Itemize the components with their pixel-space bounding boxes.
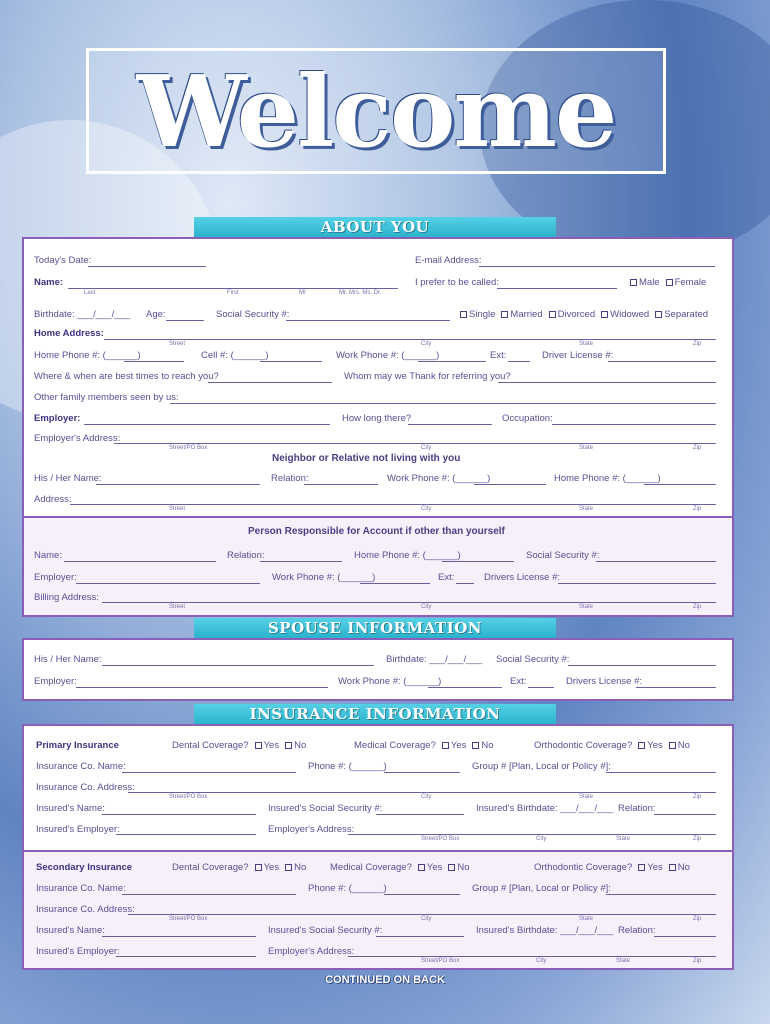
- billing-address-label: Billing Address:: [34, 592, 99, 603]
- primary-phone-field[interactable]: [384, 772, 460, 773]
- cell-label: Cell #: (______): [201, 350, 269, 361]
- yes-label: Yes: [263, 740, 280, 751]
- no-label: No: [457, 862, 470, 873]
- responsible-subpanel: [24, 516, 732, 615]
- no-label: No: [294, 740, 307, 751]
- titles-caption: Mr. Mrs. Ms. Dr.: [339, 290, 382, 296]
- responsible-name-label: Name:: [34, 550, 62, 561]
- street-caption: Street: [169, 604, 186, 610]
- secondary-employer-address-label: Employer's Address:: [268, 946, 355, 957]
- responsible-relation-label: Relation:: [227, 550, 265, 561]
- about-panel: [22, 237, 734, 617]
- medical-no-checkbox[interactable]: [472, 742, 479, 749]
- yes-label: Yes: [647, 740, 663, 751]
- primary-insured-name-field[interactable]: [102, 814, 256, 815]
- employer-field[interactable]: [84, 424, 330, 425]
- ortho-no-checkbox[interactable]: [669, 864, 676, 871]
- city-caption: City: [421, 916, 432, 922]
- responsible-ext-label: Ext:: [438, 572, 455, 583]
- no-label: No: [294, 862, 307, 873]
- neighbor-relation-field[interactable]: [304, 484, 378, 485]
- divorced-label: Divorced: [557, 309, 596, 320]
- state-caption: State: [579, 604, 594, 610]
- single-checkbox[interactable]: [460, 311, 467, 318]
- medical-yes-checkbox[interactable]: [418, 864, 425, 871]
- zip-caption: Zip: [693, 916, 702, 922]
- dental-yes-checkbox[interactable]: [255, 864, 262, 871]
- medical-label: Medical Coverage?: [354, 740, 436, 751]
- responsible-work-phone-label: Work Phone #: (______): [272, 572, 376, 583]
- thank-label: Whom may we Thank for referring you?: [344, 371, 511, 382]
- name-label: Name:: [34, 277, 64, 288]
- how-long-label: How long there?: [342, 413, 412, 424]
- welcome-title: Welcome: [136, 55, 616, 170]
- yes-label: Yes: [450, 740, 467, 751]
- occupation-label: Occupation:: [502, 413, 553, 424]
- no-label: No: [677, 740, 690, 751]
- spouse-panel: [22, 638, 734, 701]
- dental-no-checkbox[interactable]: [285, 742, 292, 749]
- work-phone-label: Work Phone #: (______): [336, 350, 440, 361]
- best-times-field[interactable]: [208, 382, 332, 383]
- primary-group-label: Group # [Plan, Local or Policy #]:: [472, 761, 611, 772]
- street-caption: Street: [169, 341, 186, 347]
- ortho-label: Orthodontic Coverage?: [534, 740, 633, 751]
- welcome-frame: [86, 48, 666, 174]
- secondary-insurance-subpanel: [24, 850, 732, 968]
- spouse-ssn-label: Social Security #:: [496, 654, 570, 665]
- secondary-group-field[interactable]: [606, 894, 716, 895]
- secondary-co-name-field[interactable]: [122, 894, 296, 895]
- spouse-drivers-label: Drivers License #:: [566, 676, 643, 687]
- zip-caption: Zip: [693, 836, 702, 842]
- neighbor-home-phone-field[interactable]: [644, 484, 716, 485]
- spouse-birthdate-label: Birthdate: ___/___/___: [386, 654, 483, 665]
- secondary-co-address-field[interactable]: [128, 914, 716, 915]
- home-address-field[interactable]: [104, 339, 716, 340]
- secondary-relation-label: Relation:: [618, 925, 656, 936]
- spouse-name-label: His / Her Name:: [34, 654, 102, 665]
- spouse-drivers-field[interactable]: [636, 687, 716, 688]
- state-caption: State: [579, 445, 594, 451]
- yes-label: Yes: [647, 862, 663, 873]
- birthdate-label: Birthdate: ___/___/___: [34, 309, 131, 320]
- primary-insured-name-label: Insured's Name:: [36, 803, 105, 814]
- no-label: No: [481, 740, 494, 751]
- secondary-employer-address-field[interactable]: [348, 956, 716, 957]
- female-label: Female: [674, 277, 707, 288]
- primary-co-address-field[interactable]: [128, 792, 716, 793]
- secondary-insured-employer-field[interactable]: [116, 956, 256, 957]
- secondary-co-address-label: Insurance Co. Address:: [36, 904, 135, 915]
- section-banner-insurance: INSURANCE INFORMATION: [194, 704, 556, 724]
- spouse-ext-field[interactable]: [528, 687, 554, 688]
- zip-caption: Zip: [693, 794, 702, 800]
- section-banner-spouse: SPOUSE INFORMATION: [194, 618, 556, 638]
- primary-insured-ssn-field[interactable]: [376, 814, 464, 815]
- primary-insurance-label: Primary Insurance: [36, 740, 119, 751]
- city-caption: City: [536, 836, 547, 842]
- employer-address-label: Employer's Address:: [34, 433, 121, 444]
- secondary-co-name-label: Insurance Co. Name:: [36, 883, 126, 894]
- ortho-yes-checkbox[interactable]: [638, 864, 645, 871]
- neighbor-name-field[interactable]: [96, 484, 260, 485]
- ext-field[interactable]: [508, 361, 530, 362]
- ortho-yes-checkbox[interactable]: [638, 742, 645, 749]
- secondary-insured-name-field[interactable]: [102, 936, 256, 937]
- other-family-label: Other family members seen by us:: [34, 392, 179, 403]
- city-caption: City: [421, 445, 432, 451]
- street-po-caption: Street/PO Box: [169, 445, 208, 451]
- primary-group-field[interactable]: [606, 772, 716, 773]
- primary-employer-address-label: Employer's Address:: [268, 824, 355, 835]
- billing-address-field[interactable]: [102, 602, 716, 603]
- home-address-label: Home Address:: [34, 328, 104, 339]
- occupation-field[interactable]: [552, 424, 716, 425]
- spouse-work-phone-field[interactable]: [428, 687, 502, 688]
- responsible-drivers-field[interactable]: [558, 583, 716, 584]
- neighbor-address-label: Address:: [34, 494, 72, 505]
- todays-date-label: Today's Date:: [34, 255, 92, 266]
- neighbor-heading: Neighbor or Relative not living with you: [272, 453, 461, 464]
- responsible-home-phone-field[interactable]: [442, 561, 514, 562]
- zip-caption: Zip: [693, 958, 702, 964]
- street-po-caption: Street/PO Box: [421, 836, 460, 842]
- street-po-caption: Street/PO Box: [421, 958, 460, 964]
- street-po-caption: Street/PO Box: [169, 794, 208, 800]
- separated-label: Separated: [664, 309, 709, 320]
- spouse-work-phone-label: Work Phone #: (______): [338, 676, 442, 687]
- zip-caption: Zip: [693, 341, 702, 347]
- age-label: Age:: [146, 309, 166, 320]
- secondary-insured-ssn-field[interactable]: [376, 936, 464, 937]
- medical-label: Medical Coverage?: [330, 862, 412, 873]
- first-caption: First: [227, 290, 239, 296]
- driver-label: Driver License #:: [542, 350, 614, 361]
- neighbor-work-phone-field[interactable]: [474, 484, 546, 485]
- secondary-phone-label: Phone #: (______): [308, 883, 387, 894]
- section-banner-about: ABOUT YOU: [194, 217, 556, 237]
- todays-date-field[interactable]: [88, 266, 206, 267]
- prefer-label: I prefer to be called:: [415, 277, 499, 288]
- city-caption: City: [421, 604, 432, 610]
- state-caption: State: [616, 958, 631, 964]
- email-label: E-mail Address:: [415, 255, 482, 266]
- cell-field[interactable]: [260, 361, 322, 362]
- secondary-phone-field[interactable]: [384, 894, 460, 895]
- primary-phone-label: Phone #: (______): [308, 761, 387, 772]
- spouse-employer-label: Employer:: [34, 676, 77, 687]
- primary-ortho-options: [534, 740, 690, 751]
- ssn-field[interactable]: [286, 320, 450, 321]
- primary-medical-options: [354, 740, 494, 751]
- secondary-dental-options: [172, 862, 306, 873]
- ext-label: Ext:: [490, 350, 507, 361]
- state-caption: State: [579, 506, 594, 512]
- female-checkbox[interactable]: [666, 279, 673, 286]
- neighbor-relation-label: Relation:: [271, 473, 309, 484]
- dental-label: Dental Coverage?: [172, 862, 249, 873]
- home-phone-label: Home Phone #: (______): [34, 350, 141, 361]
- home-phone-field[interactable]: [124, 361, 184, 362]
- responsible-work-phone-field[interactable]: [360, 583, 430, 584]
- street-po-caption: Street/PO Box: [169, 916, 208, 922]
- secondary-insured-birth-label: Insured's Birthdate: ___/___/___: [476, 925, 614, 936]
- zip-caption: Zip: [693, 445, 702, 451]
- age-field[interactable]: [166, 320, 204, 321]
- widowed-checkbox[interactable]: [601, 311, 608, 318]
- responsible-drivers-label: Drivers License #:: [484, 572, 561, 583]
- neighbor-name-label: His / Her Name:: [34, 473, 102, 484]
- male-label: Male: [639, 277, 660, 288]
- city-caption: City: [421, 341, 432, 347]
- neighbor-address-field[interactable]: [70, 504, 716, 505]
- secondary-medical-options: [330, 862, 470, 873]
- primary-dental-options: [172, 740, 306, 751]
- thank-field[interactable]: [498, 382, 716, 383]
- state-caption: State: [579, 341, 594, 347]
- primary-insured-birth-label: Insured's Birthdate: ___/___/___: [476, 803, 614, 814]
- primary-co-name-field[interactable]: [122, 772, 296, 773]
- responsible-heading: Person Responsible for Account if other than yourself: [248, 526, 505, 537]
- gender-options: [624, 277, 706, 288]
- best-times-label: Where & when are best times to reach you?: [34, 371, 219, 382]
- last-caption: Last: [84, 290, 96, 296]
- secondary-insured-employer-label: Insured's Employer:: [36, 946, 120, 957]
- responsible-ssn-field[interactable]: [596, 561, 716, 562]
- primary-relation-label: Relation:: [618, 803, 656, 814]
- yes-label: Yes: [426, 862, 443, 873]
- spouse-ext-label: Ext:: [510, 676, 527, 687]
- other-family-field[interactable]: [170, 403, 716, 404]
- dental-no-checkbox[interactable]: [285, 864, 292, 871]
- secondary-insured-ssn-label: Insured's Social Security #:: [268, 925, 383, 936]
- ortho-no-checkbox[interactable]: [669, 742, 676, 749]
- responsible-employer-field[interactable]: [76, 583, 260, 584]
- dental-yes-checkbox[interactable]: [255, 742, 262, 749]
- widowed-label: Widowed: [610, 309, 650, 320]
- state-caption: State: [579, 794, 594, 800]
- prefer-field[interactable]: [497, 288, 617, 289]
- spouse-employer-field[interactable]: [76, 687, 328, 688]
- how-long-field[interactable]: [408, 424, 492, 425]
- city-caption: City: [536, 958, 547, 964]
- primary-co-name-label: Insurance Co. Name:: [36, 761, 126, 772]
- state-caption: State: [579, 916, 594, 922]
- responsible-name-field[interactable]: [64, 561, 216, 562]
- spouse-ssn-field[interactable]: [568, 665, 716, 666]
- marital-options: [454, 309, 708, 320]
- secondary-insured-name-label: Insured's Name:: [36, 925, 105, 936]
- city-caption: City: [421, 794, 432, 800]
- ortho-label: Orthodontic Coverage?: [534, 862, 633, 873]
- married-checkbox[interactable]: [501, 311, 508, 318]
- primary-insured-ssn-label: Insured's Social Security #:: [268, 803, 383, 814]
- primary-insured-employer-label: Insured's Employer:: [36, 824, 120, 835]
- driver-field[interactable]: [608, 361, 716, 362]
- secondary-insurance-label: Secondary Insurance: [36, 862, 133, 873]
- employer-address-field[interactable]: [114, 443, 716, 444]
- male-checkbox[interactable]: [630, 279, 637, 286]
- married-label: Married: [510, 309, 543, 320]
- continued-on-back: CONTINUED ON BACK: [325, 974, 445, 986]
- medical-no-checkbox[interactable]: [448, 864, 455, 871]
- responsible-ext-field[interactable]: [456, 583, 474, 584]
- secondary-ortho-options: [534, 862, 690, 873]
- work-phone-field[interactable]: [418, 361, 486, 362]
- separated-checkbox[interactable]: [655, 311, 662, 318]
- single-label: Single: [469, 309, 496, 320]
- name-field[interactable]: [68, 288, 398, 289]
- mi-caption: MI: [299, 290, 306, 296]
- email-field[interactable]: [479, 266, 715, 267]
- primary-relation-field[interactable]: [654, 814, 716, 815]
- city-caption: City: [421, 506, 432, 512]
- street-caption: Street: [169, 506, 186, 512]
- yes-label: Yes: [263, 862, 280, 873]
- responsible-employer-label: Employer:: [34, 572, 77, 583]
- divorced-checkbox[interactable]: [549, 311, 556, 318]
- ssn-label: Social Security #:: [216, 309, 290, 320]
- secondary-relation-field[interactable]: [654, 936, 716, 937]
- primary-employer-address-field[interactable]: [348, 834, 716, 835]
- no-label: No: [677, 862, 690, 873]
- responsible-home-phone-label: Home Phone #: (______): [354, 550, 461, 561]
- state-caption: State: [616, 836, 631, 842]
- medical-yes-checkbox[interactable]: [442, 742, 449, 749]
- neighbor-home-phone-label: Home Phone #: (______): [554, 473, 661, 484]
- zip-caption: Zip: [693, 506, 702, 512]
- responsible-relation-field[interactable]: [260, 561, 342, 562]
- insurance-panel: [22, 724, 734, 970]
- primary-insured-employer-field[interactable]: [116, 834, 256, 835]
- dental-label: Dental Coverage?: [172, 740, 249, 751]
- secondary-group-label: Group # [Plan, Local or Policy #]:: [472, 883, 611, 894]
- employer-label: Employer:: [34, 413, 81, 424]
- responsible-ssn-label: Social Security #:: [526, 550, 600, 561]
- neighbor-work-phone-label: Work Phone #: (______): [387, 473, 491, 484]
- zip-caption: Zip: [693, 604, 702, 610]
- spouse-name-field[interactable]: [102, 665, 374, 666]
- primary-co-address-label: Insurance Co. Address:: [36, 782, 135, 793]
